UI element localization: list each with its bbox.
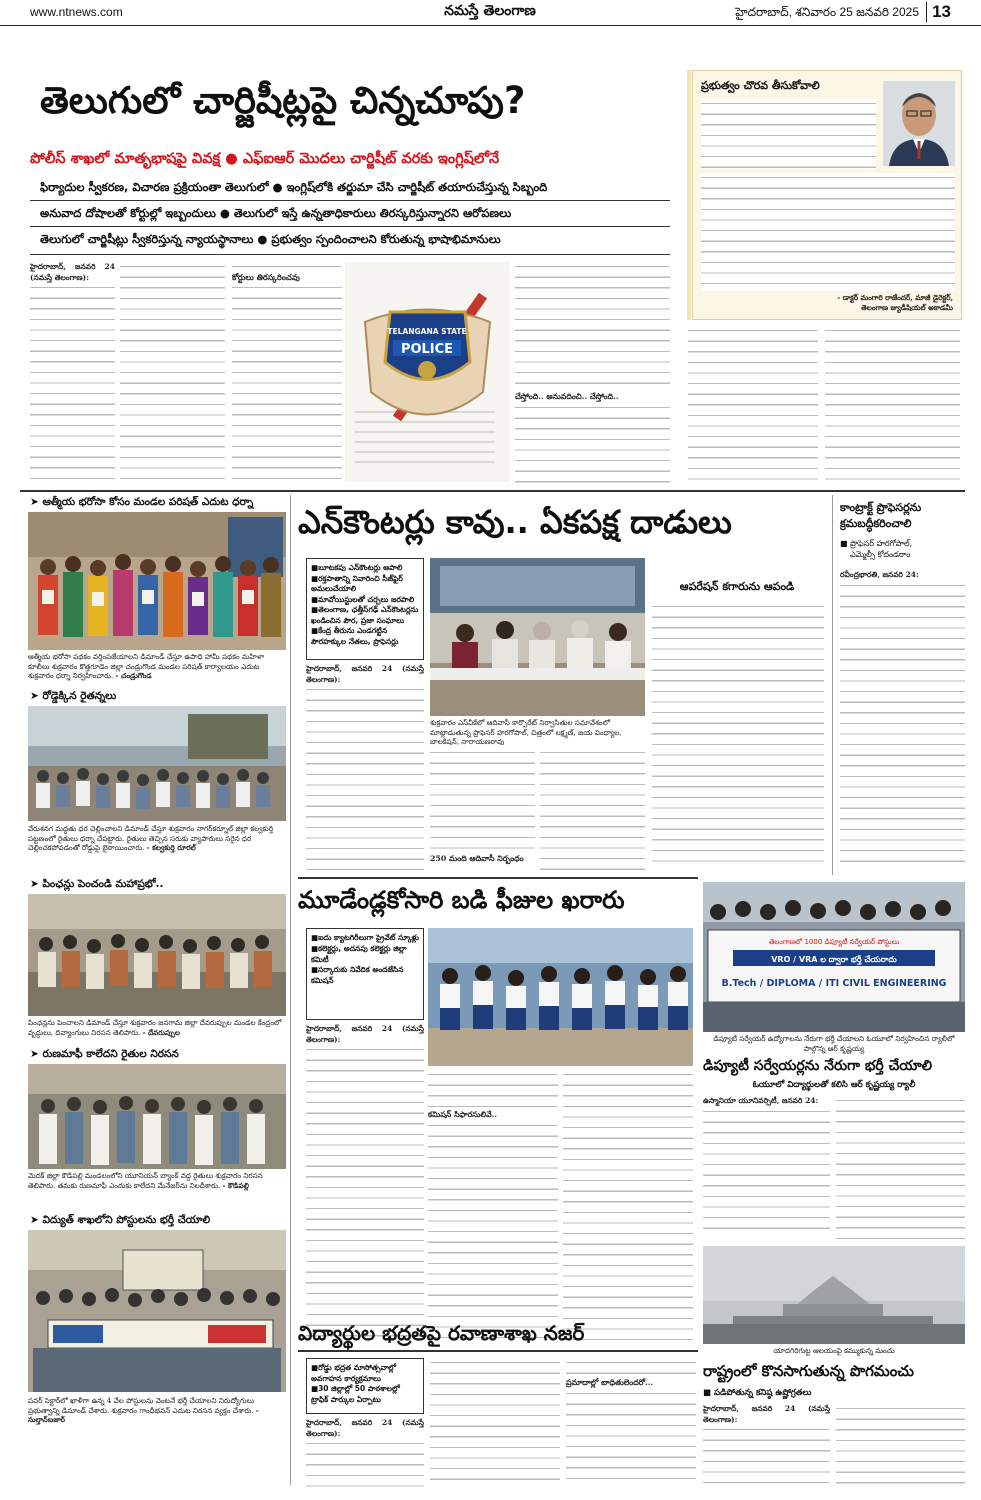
paper-name: నమస్తే తెలంగాణ: [444, 3, 536, 19]
article-text-lines: [428, 1070, 558, 1110]
bullet: ■ తెలంగాణ, ఛత్తీస్‌గఢ్ ఎన్‌కౌంటర్లను ఖండించిన పౌర, ప్రజా సంఘాలు: [311, 605, 419, 626]
left-item-5-heading: ➤ విద్యుత్ శాఖలోని పోస్టులను భర్తీ చేయాలి: [30, 1214, 211, 1226]
encounter-subhead-1: 250 మంది ఆదివాసీ నిర్బంధం: [430, 854, 524, 863]
masthead: [0, 0, 981, 26]
encounter-col-2: [430, 748, 535, 870]
left-item-4-photo: [28, 1064, 286, 1169]
article-text-lines: [306, 1045, 424, 1345]
fees-subhead: కమిషన్ సిఫారసులివే..: [428, 1110, 498, 1119]
site-url[interactable]: www.ntnews.com: [30, 5, 123, 19]
lead-body-col-1: [30, 262, 115, 484]
left-item-2-heading: ➤ రోడ్డెక్కిన రైతన్నలు: [30, 690, 117, 702]
lead-deck-3a: తెలుగులో చార్జిషీట్లు స్వీకరిస్తున్న న్యాయస్థానాలు: [40, 232, 254, 246]
transport-headline: విద్యార్థుల భద్రతపై రవాణాశాఖ నజర్: [298, 1321, 585, 1345]
left-item-5-photo: [28, 1230, 286, 1392]
bullet: ఎమ్మెల్సీ కోదండరాం: [850, 550, 911, 559]
caption-text: వేరుశనగ మద్దతు ధర చెల్లించాలని డిమాండ్ చేస్తూ శుక్రవారం నాగర్‌కర్నూల్ జిల్లా కల్వకుర్తి పట్టణంలో రైతులు ధర్నా చేపట్టారు. రైతులు తెచ్చిన సరుకు వ్యాపారులు సరైన ధర చెల్లించకపోవడంతో రోడ్డుపై బైఠాయించారు.: [28, 824, 274, 852]
fog-col-1: [703, 1404, 830, 1488]
contract-body: [840, 570, 965, 870]
fog-col-2: [836, 1404, 965, 1488]
left-item-heading-text: ఆత్మీయ భరోసా కోసం మండల పరిషత్ ఎదుట ధర్నా: [42, 496, 254, 508]
left-item-heading-text: విద్యుత్ శాఖలోని పోస్టులను భర్తీ చేయాలి: [42, 1214, 211, 1226]
fees-col-3: [563, 1070, 693, 1346]
encounter-photo-caption: శుక్రవారం ఎస్‌వీకేలో ఆదివాసీ కార్పొరేట్ నిర్వాసితుల సమావేశంలో మాట్లాడుతున్న ప్రొఫెసర్ హరగోపాల్, చిత్రంలో లక్ష్మణ్, జయ వింధ్యాల, బాలకిషన్, నారాయణరావు: [430, 718, 622, 746]
surveyor-col-1: [703, 1096, 830, 1244]
article-text-lines: [232, 283, 342, 483]
caption-credit: - సుల్తాన్‌బజార్: [28, 1405, 259, 1424]
transport-col-3: [566, 1358, 696, 1488]
article-text-lines: [825, 326, 960, 484]
article-text-lines: [306, 685, 424, 870]
transport-dateline: హైదరాబాద్, జనవరి 24 (నమస్తే తెలంగాణ):: [306, 1418, 424, 1438]
left-item-2-caption: [28, 824, 286, 853]
article-text-lines: [688, 326, 818, 484]
fees-school-photo: [428, 928, 693, 1066]
fees-headline: మూడేండ్లకోసారి బడి ఫీజుల ఖరారు: [298, 886, 625, 914]
encounter-col-3: [540, 748, 645, 870]
encounter-dateline: హైదరాబాద్, జనవరి 24 (నమస్తే తెలంగాణ):: [306, 664, 424, 684]
caption-text: పవర్ సెక్టార్‌లో ఖాళీగా ఉన్న 4 వేల పోస్టులను వెంటనే భర్తీ చేయాలని నిరుద్యోగులు ప్రభుత్వాన్ని డిమాండ్ చేశారు. శుక్రవారం గాంధీభవన్ ఎదుట నిరసన వ్యక్తం చేశారు.: [28, 1396, 255, 1415]
article-text-lines: [428, 1121, 558, 1345]
bullet: ■ మావోయిస్టులతో చర్చలు జరపాలి: [311, 595, 419, 606]
lead-body-col-6: [825, 326, 960, 484]
left-item-1-caption: [28, 652, 286, 681]
surveyor-dateline: ఉస్మానియా యూనివర్సిటీ, జనవరి 24:: [703, 1096, 819, 1105]
police-badge-image: [345, 262, 510, 482]
lead-deck-2b: తెలుగులో ఇస్తే ఉన్నతాధికారులు తిరస్కరిస్తున్నారని ఆరోపణలు: [233, 206, 512, 220]
article-text-lines: [430, 1358, 560, 1488]
fees-col-2: [428, 1070, 558, 1346]
sidebar-accent: [687, 70, 691, 320]
caption-credit: - కల్వకుర్తి రూరల్: [146, 843, 196, 852]
left-item-3-photo: [28, 894, 286, 1016]
left-item-heading-text: పింఛన్లు పెంచండి మహాప్రభో..: [42, 878, 164, 890]
lead-deck-3: తెలుగులో చార్జిషీట్లు స్వీకరిస్తున్న న్యాయస్థానాలు ● ప్రభుత్వం స్పందించాలని కోరుతున్న భాషాభిమానులు: [40, 232, 501, 246]
banner-line-2: VRO / VRA ల ద్వారా భర్తీ చేయరాదు: [771, 955, 897, 964]
transport-col-1: [306, 1418, 424, 1488]
lead-deck-1b: ఇంగ్లిష్‌లోకి తర్జుమా చేసి చార్జిషీట్ తయారుచేస్తున్న సిబ్బంది: [286, 180, 548, 194]
encounter-bullets: [306, 558, 424, 660]
lead-red-subhead-2: ఎఫ్ఐఆర్ మొదలు చార్జిషీట్ వరకు ఇంగ్లిష్‌లోనే: [242, 151, 500, 167]
surveyor-col-2: [836, 1096, 965, 1244]
section-divider: [20, 490, 965, 492]
lead-body-col-3: [232, 262, 342, 484]
banner-line-1: తెలంగాణలో 1000 డిప్యూటీ సర్వేయర్ పోస్టులు: [768, 938, 900, 946]
left-item-heading-text: రోడ్డెక్కిన రైతన్నలు: [42, 690, 117, 702]
bullet: ■ సర్కారుకు నివేదిక అందజేసిన కమిషన్: [311, 965, 419, 987]
encounter-headline: ఎన్‌కౌంటర్లు కావు.. ఏకపక్ష దాడులు: [298, 503, 732, 541]
encounter-subhead-2: ఆపరేషన్ కగారును ఆపండి: [679, 580, 795, 593]
encounter-photo: [430, 558, 645, 716]
badge-state-text: TELANGANA STATE: [387, 327, 467, 336]
article-text-lines: [566, 1358, 696, 1378]
lead-red-subheads: పోలీస్ శాఖలో మాతృభాషపై వివక్ష ● ఎఫ్ఐఆర్ మొదలు చార్జిషీట్ వరకు ఇంగ్లిష్‌లోనే: [30, 151, 500, 167]
lead-red-subhead-1: పోలీస్ శాఖలో మాతృభాషపై వివక్ష: [30, 151, 221, 167]
caption-text: ఆత్మీయ భరోసా పథకం వర్తింపజేయాలని డిమాండ్ చేస్తూ ఉపాధి హామీ పథకం మహిళా కూలీలు శుక్రవారం కొత్తగూడెం జిల్లా చండ్రుగొండ మండల పరిషత్ కార్యాలయం ఎదుట శుక్రవారం ధర్నా నిర్వహించారు.: [28, 652, 265, 680]
transport-col-2: [430, 1358, 560, 1488]
article-text-lines: [306, 1439, 424, 1487]
fog-subhead: ■ పడిపోతున్న కనిష్ఠ ఉష్ణోగ్రతలు: [703, 1388, 812, 1398]
contract-headline-1: కాంట్రాక్ట్ ప్రొఫెసర్లను: [840, 501, 922, 514]
article-text-lines: [515, 403, 670, 483]
article-text-lines: [652, 602, 824, 870]
lead-body-col-4: [515, 262, 670, 484]
left-item-heading-text: రుణమాఫీ కాలేదని రైతుల నిరసన: [42, 1048, 179, 1060]
lead-deck-2: అనువాద దోషాలతో కోర్టుల్లో ఇబ్బందులు ● తెలుగులో ఇస్తే ఉన్నతాధికారులు తిరస్కరిస్తున్నారని ఆరోపణలు: [40, 206, 512, 220]
bullet: ■ రోడ్డు భద్రత మాసోత్సవాల్లో అవగాహన కార్యక్రమాలు: [311, 1363, 419, 1384]
sidebar-byline-1: - డాక్టర్ మంగారి రాజేందర్, మాజీ డైరెక్టర్,: [837, 293, 953, 302]
lead-deck-3b: ప్రభుత్వం స్పందించాలని కోరుతున్న భాషాభిమానులు: [271, 232, 501, 246]
badge-police-text: POLICE: [400, 342, 454, 357]
lead-headline: తెలుగులో చార్జిషీట్లపై చిన్నచూపు?: [40, 79, 526, 122]
article-text-lines: [703, 1425, 830, 1487]
sidebar-byline: [723, 293, 953, 312]
bullet: ■ బూటకపు ఎన్‌కౌంటర్లు ఆపాలి: [311, 563, 419, 574]
encounter-col-right: [652, 602, 824, 870]
sidebar-text: [701, 99, 876, 169]
bullet: ■ రక్తపాతాన్ని నివారించి సీజ్‌ఫైర్ అమలుచేయాలి: [311, 574, 419, 595]
bullet: ■ కలెక్టర్లు, అదనపు కలెక్టర్లు జిల్లా కమిటీ: [311, 944, 419, 966]
sidebar-text-2: [701, 173, 955, 291]
lead-dateline: హైదరాబాద్, జనవరి 24 (నమస్తే తెలంగాణ):: [30, 262, 115, 282]
divider: [30, 226, 670, 227]
fees-col-1: [306, 1024, 424, 1346]
lead-body-col-5: [688, 326, 818, 484]
encounter-col-1: [306, 664, 424, 870]
lead-deck-2a: అనువాద దోషాలతో కోర్టుల్లో ఇబ్బందులు: [40, 206, 216, 220]
section-divider: [298, 1350, 698, 1352]
left-item-4-caption: [28, 1171, 286, 1190]
left-item-3-caption: [28, 1018, 286, 1037]
caption-credit: - చండ్రుగొండ: [115, 671, 152, 680]
contract-headline: [840, 500, 965, 532]
bullet: ■ కేంద్ర తీరును ఎండగట్టిన పౌరహక్కుల నేతలు, ప్రొఫెసర్లు: [311, 626, 419, 647]
sidebar-portrait: [883, 81, 955, 166]
contract-headline-2: క్రమబద్ధీకరించాలి: [840, 517, 912, 530]
page-number: 13: [926, 2, 951, 22]
article-text-lines: [836, 1096, 965, 1244]
bullet: ప్రొఫెసర్ హరగోపాల్,: [850, 539, 913, 548]
caption-credit: - దేవరుప్పుల: [142, 1027, 180, 1037]
banner-line-3: B.Tech / DIPLOMA / ITI CIVIL ENGINEERING: [721, 978, 947, 989]
surveyor-subhead: ఓయూలో విద్యార్థులతో కలిసి ఆర్ కృష్ణయ్య ర్యాలీ: [752, 1080, 916, 1090]
lead-side-head-1: చేస్తోంది.. అనువదించి.. చేస్తోంది..: [515, 392, 619, 401]
article-text-lines: [232, 262, 342, 272]
fog-temple-photo: [703, 1246, 965, 1344]
article-text-lines: [566, 1389, 696, 1487]
left-item-4-heading: ➤ రుణమాఫీ కాలేదని రైతుల నిరసన: [30, 1048, 179, 1060]
surveyor-photo-caption: డిప్యూటీ సర్వేయర్ ఉద్యోగాలను నేరుగా భర్తీ చేయాలని ఓయూలో నిర్వహించిన ర్యాలీలో పాల్గొన్న ఆర్ కృష్ణయ్య: [713, 1034, 955, 1053]
lead-subsection: కోర్టులు తిరస్కరించవు: [232, 272, 300, 282]
caption-text: పింఛన్లను పెంచాలని డిమాండ్ చేస్తూ శుక్రవారం జనగామ జిల్లా దేవరుప్పుల మండల కేంద్రంలో వృద్ధులు, దివ్యాంగులు నిరసన తెలిపారు.: [28, 1018, 282, 1037]
caption-text: మెదక్ జిల్లా కౌడిపల్లి మండలంలోని యూనియన్ బ్యాంక్ వద్ద రైతులు శుక్రవారం నిరసన తెలిపారు. తమకు రుణమాఫీ ఎందుకు కాలేదని మేనేజర్‌ను నిలదీశారు.: [28, 1171, 263, 1190]
fog-headline: రాష్ట్రంలో కొనసాగుతున్న పొగమంచు: [703, 1362, 914, 1380]
article-text-lines: [515, 262, 670, 392]
surveyor-headline: డిప్యూటీ సర్వేయర్లను నేరుగా భర్తీ చేయాలి: [703, 1058, 932, 1074]
surveyor-rally-photo: [703, 882, 965, 1032]
article-text-lines: [703, 1107, 830, 1237]
article-text-lines: [836, 1404, 965, 1488]
article-text-lines: [840, 581, 965, 869]
column-divider: [832, 495, 833, 875]
left-item-2-photo: [28, 706, 286, 821]
section-divider: [298, 877, 698, 879]
fog-dateline: హైదరాబాద్, జనవరి 24 (నమస్తే తెలంగాణ):: [703, 1404, 830, 1424]
left-item-1-photo: [28, 512, 286, 650]
divider: [30, 200, 670, 201]
fees-bullets: [306, 928, 424, 1020]
article-text-lines: [540, 748, 645, 870]
article-text-lines: [120, 262, 225, 484]
sidebar-byline-2: తెలంగాణ జ్యుడీషియల్ అకాడమీ: [861, 302, 953, 312]
transport-subhead: ప్రమాదాల్లో బాధితులెందరో...: [566, 1378, 654, 1387]
article-text-lines: [563, 1070, 693, 1346]
lead-deck-1: ఫిర్యాదుల స్వీకరణ, విచారణ ప్రక్రియంతా తెలుగులో ● ఇంగ్లిష్‌లోకి తర్జుమా చేసి చార్జిషీట్ తయారుచేస్తున్న సిబ్బంది: [40, 180, 548, 194]
lead-body-col-2: [120, 262, 225, 484]
lead-deck-1a: ఫిర్యాదుల స్వీకరణ, విచారణ ప్రక్రియంతా తెలుగులో: [40, 180, 269, 194]
transport-bullets: [306, 1358, 424, 1414]
caption-credit: - కౌడిపల్లి: [222, 1180, 249, 1190]
dateline: హైదరాబాద్, శనివారం 25 జనవరి 2025: [735, 5, 919, 19]
fog-subhead-text: పడిపోతున్న కనిష్ఠ ఉష్ణోగ్రతలు: [714, 1388, 812, 1398]
fog-photo-caption: యాదగిరిగుట్ట ఆలయంపై కమ్ముకున్న మంచు: [773, 1346, 895, 1355]
contract-bullets: ■ ప్రొఫెసర్ హరగోపాల్, ఎమ్మెల్సీ కోదండరాం: [840, 538, 965, 560]
bullet: ■ 30 జిల్లాల్లో 50 పాఠశాలల్లో ట్రాఫిక్ పార్కుల ఏర్పాటు: [311, 1384, 419, 1405]
contract-dateline: రవీంద్రభారతి, జనవరి 24:: [840, 570, 919, 579]
sidebar-title: ప్రభుత్వం చొరవ తీసుకోవాలి: [701, 79, 820, 92]
left-item-5-caption: [28, 1396, 286, 1425]
divider: [30, 254, 670, 255]
left-item-1-heading: ➤ ఆత్మీయ భరోసా కోసం మండల పరిషత్ ఎదుట ధర్నా: [30, 496, 254, 508]
column-divider: [290, 495, 291, 1485]
fees-dateline: హైదరాబాద్, జనవరి 24 (నమస్తే తెలంగాణ):: [306, 1024, 424, 1044]
bullet: ■ ఐదు క్యాటగిరీలుగా ప్రైవేట్ స్కూళ్లు: [311, 933, 419, 944]
article-text-lines: [430, 748, 535, 854]
sidebar-quote-box: [692, 70, 962, 320]
left-item-3-heading: ➤ పింఛన్లు పెంచండి మహాప్రభో..: [30, 878, 164, 890]
article-text-lines: [30, 283, 115, 483]
